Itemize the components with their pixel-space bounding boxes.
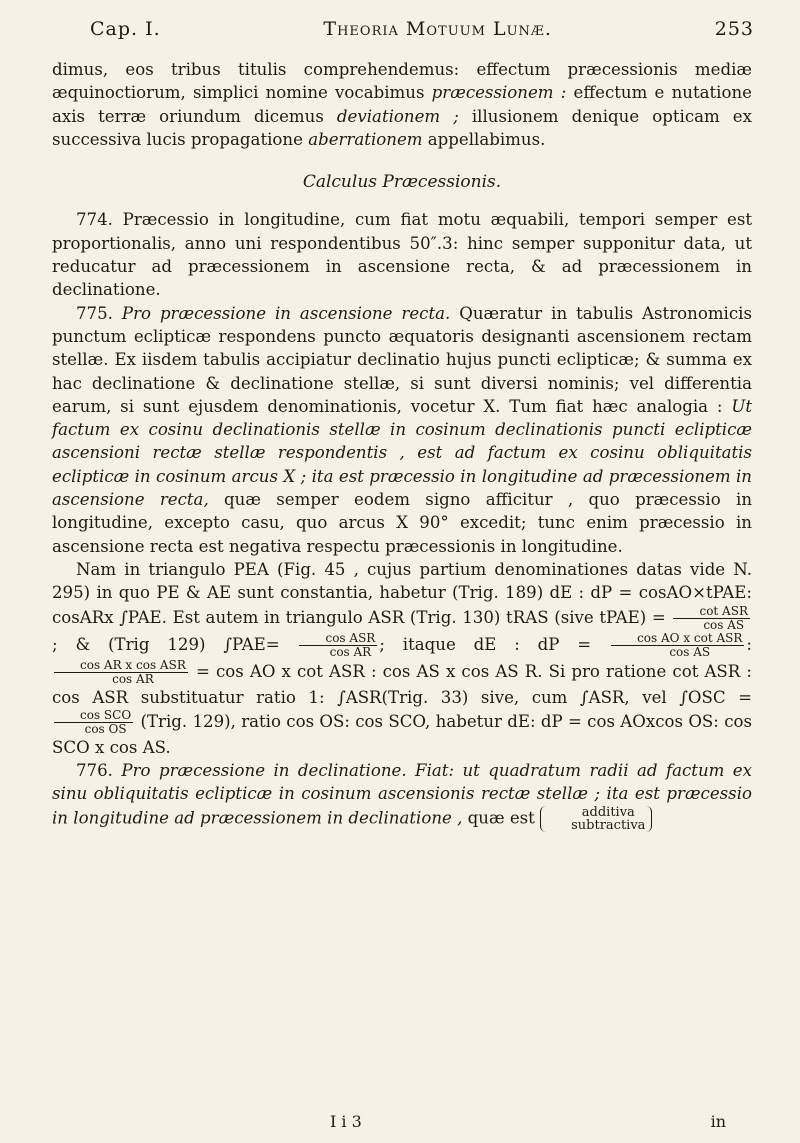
- page-body: [52, 58, 752, 832]
- paragraph-775: 775. Pro præcessione in ascensione recta. Quæratur in tabulis Astronomicis punctum eclipticæ respondens puncto æquatoris designanti ascensionem rectam stellæ. Ex iisdem tabulis accipiatur declinatio hujus puncti eclipticæ; & summa ex hac declinatione & declinatione stellæ, si sunt diversi nominis; vel differentia earum, si sunt ejusdem denominationis, vocetur X. Tum fiat hæc analogia : Ut factum ex cosinu declinationis stellæ in cosinum declinationis puncti eclipticæ ascensioni rectæ stellæ respondentis , est ad factum ex cosinu obliquitatis eclipticæ in cosinum arcus X ; ita est præcessio in longitudine ad præcessionem in ascensione recta, quæ semper eodem signo afficitur , quo præcessio in longitudine, excepto casu, quo arcus X 90° excedit; tunc enim præcessio in ascensione recta est negativa respectu præcessionis in longitudine.: [52, 303, 753, 556]
- header-chapter: Cap. I.: [90, 18, 161, 40]
- paragraph-intro: dimus, eos tribus titulis comprehendemus: effectum præcessionis mediæ æquinoctiorum, simplici nomine vocabimus præcessionem : effectum e nutatione axis terræ oriundum dicemus deviationem ; illusionem denique opticam ex successiva lucis propagatione aberrationem appellabimus.: [52, 60, 752, 149]
- fraction-3: $\frac{\text{cos AO x cot ASR}}{\text{cos AS}}$: [611, 632, 744, 659]
- fraction-1: $\frac{\text{cot ASR}}{\text{cos AS}}$: [673, 605, 750, 632]
- additive-subtractive-brace: additiva subtractiva: [540, 806, 652, 832]
- catchword: in: [710, 1112, 726, 1131]
- fraction-2: $\frac{\text{cos ASR}}{\text{cos AR}}$: [299, 632, 377, 659]
- header-title: Theoria Motuum Lunæ.: [323, 18, 552, 40]
- paragraph-proof: Nam in triangulo PEA (Fig. 45 , cujus partium denominationes datas vide N. 295) in quo PE & AE sunt constantia, habetur (Trig. 189) dE : dP = cosAO×tPAE: cosARx ∫PAE. Est autem in triangulo ASR (Trig. 130) tRAS (sive tPAE) = $\frac{\text{cot ASR}}{\text{cos AS}}$ ; & (Trig 129) ∫PAE= $\frac{\text{cos ASR}}{\text{cos AR}}$ ; itaque dE : dP = $\frac{\text{cos AO x cot ASR}}{\text{cos AS}}$ : $\frac{\text{cos AR x cos ASR}}{\text{cos AR}}$ = cos AO x cot ASR : cos AS x cos AS R. Si pro ratione cot ASR : cos ASR substituatur ratio 1: ∫ASR(Trig. 33) sive, cum ∫ASR, vel ∫OSC = $\frac{\text{cos SCO}}{\text{cos OS}}$ (Trig. 129), ratio cos OS: cos SCO, habetur dE: dP = cos AOxcos OS: cos SCO x cos AS.: [52, 559, 752, 757]
- paragraph-776: 776. Pro præcessione in declinatione. Fiat: ut quadratum radii ad factum ex sinu obliquitatis eclipticæ in cosinum ascensionis rectæ stellæ ; ita est præcessio in longitudine ad præcessionem in declinatione , quæ est additiva subtractiva: [52, 761, 752, 833]
- section-title: Calculus Præcessionis.: [302, 172, 502, 193]
- paragraph-774: 774. Præcessio in longitudine, cum fiat motu æquabili, tempori semper est proportionalis, anno uni respondentibus 50″.3: hinc semper supponitur data, ut reducatur ad præcessionem in ascensione recta, & ad præcessionem in declinatione.: [52, 210, 752, 300]
- fraction-5: $\frac{\text{cos SCO}}{\text{cos OS}}$: [54, 709, 133, 736]
- fraction-4: $\frac{\text{cos AR x cos ASR}}{\text{cos AR}}$: [54, 659, 188, 686]
- running-header: [90, 18, 754, 40]
- page-number: 253: [714, 18, 754, 40]
- signature-mark: I i 3: [330, 1112, 362, 1131]
